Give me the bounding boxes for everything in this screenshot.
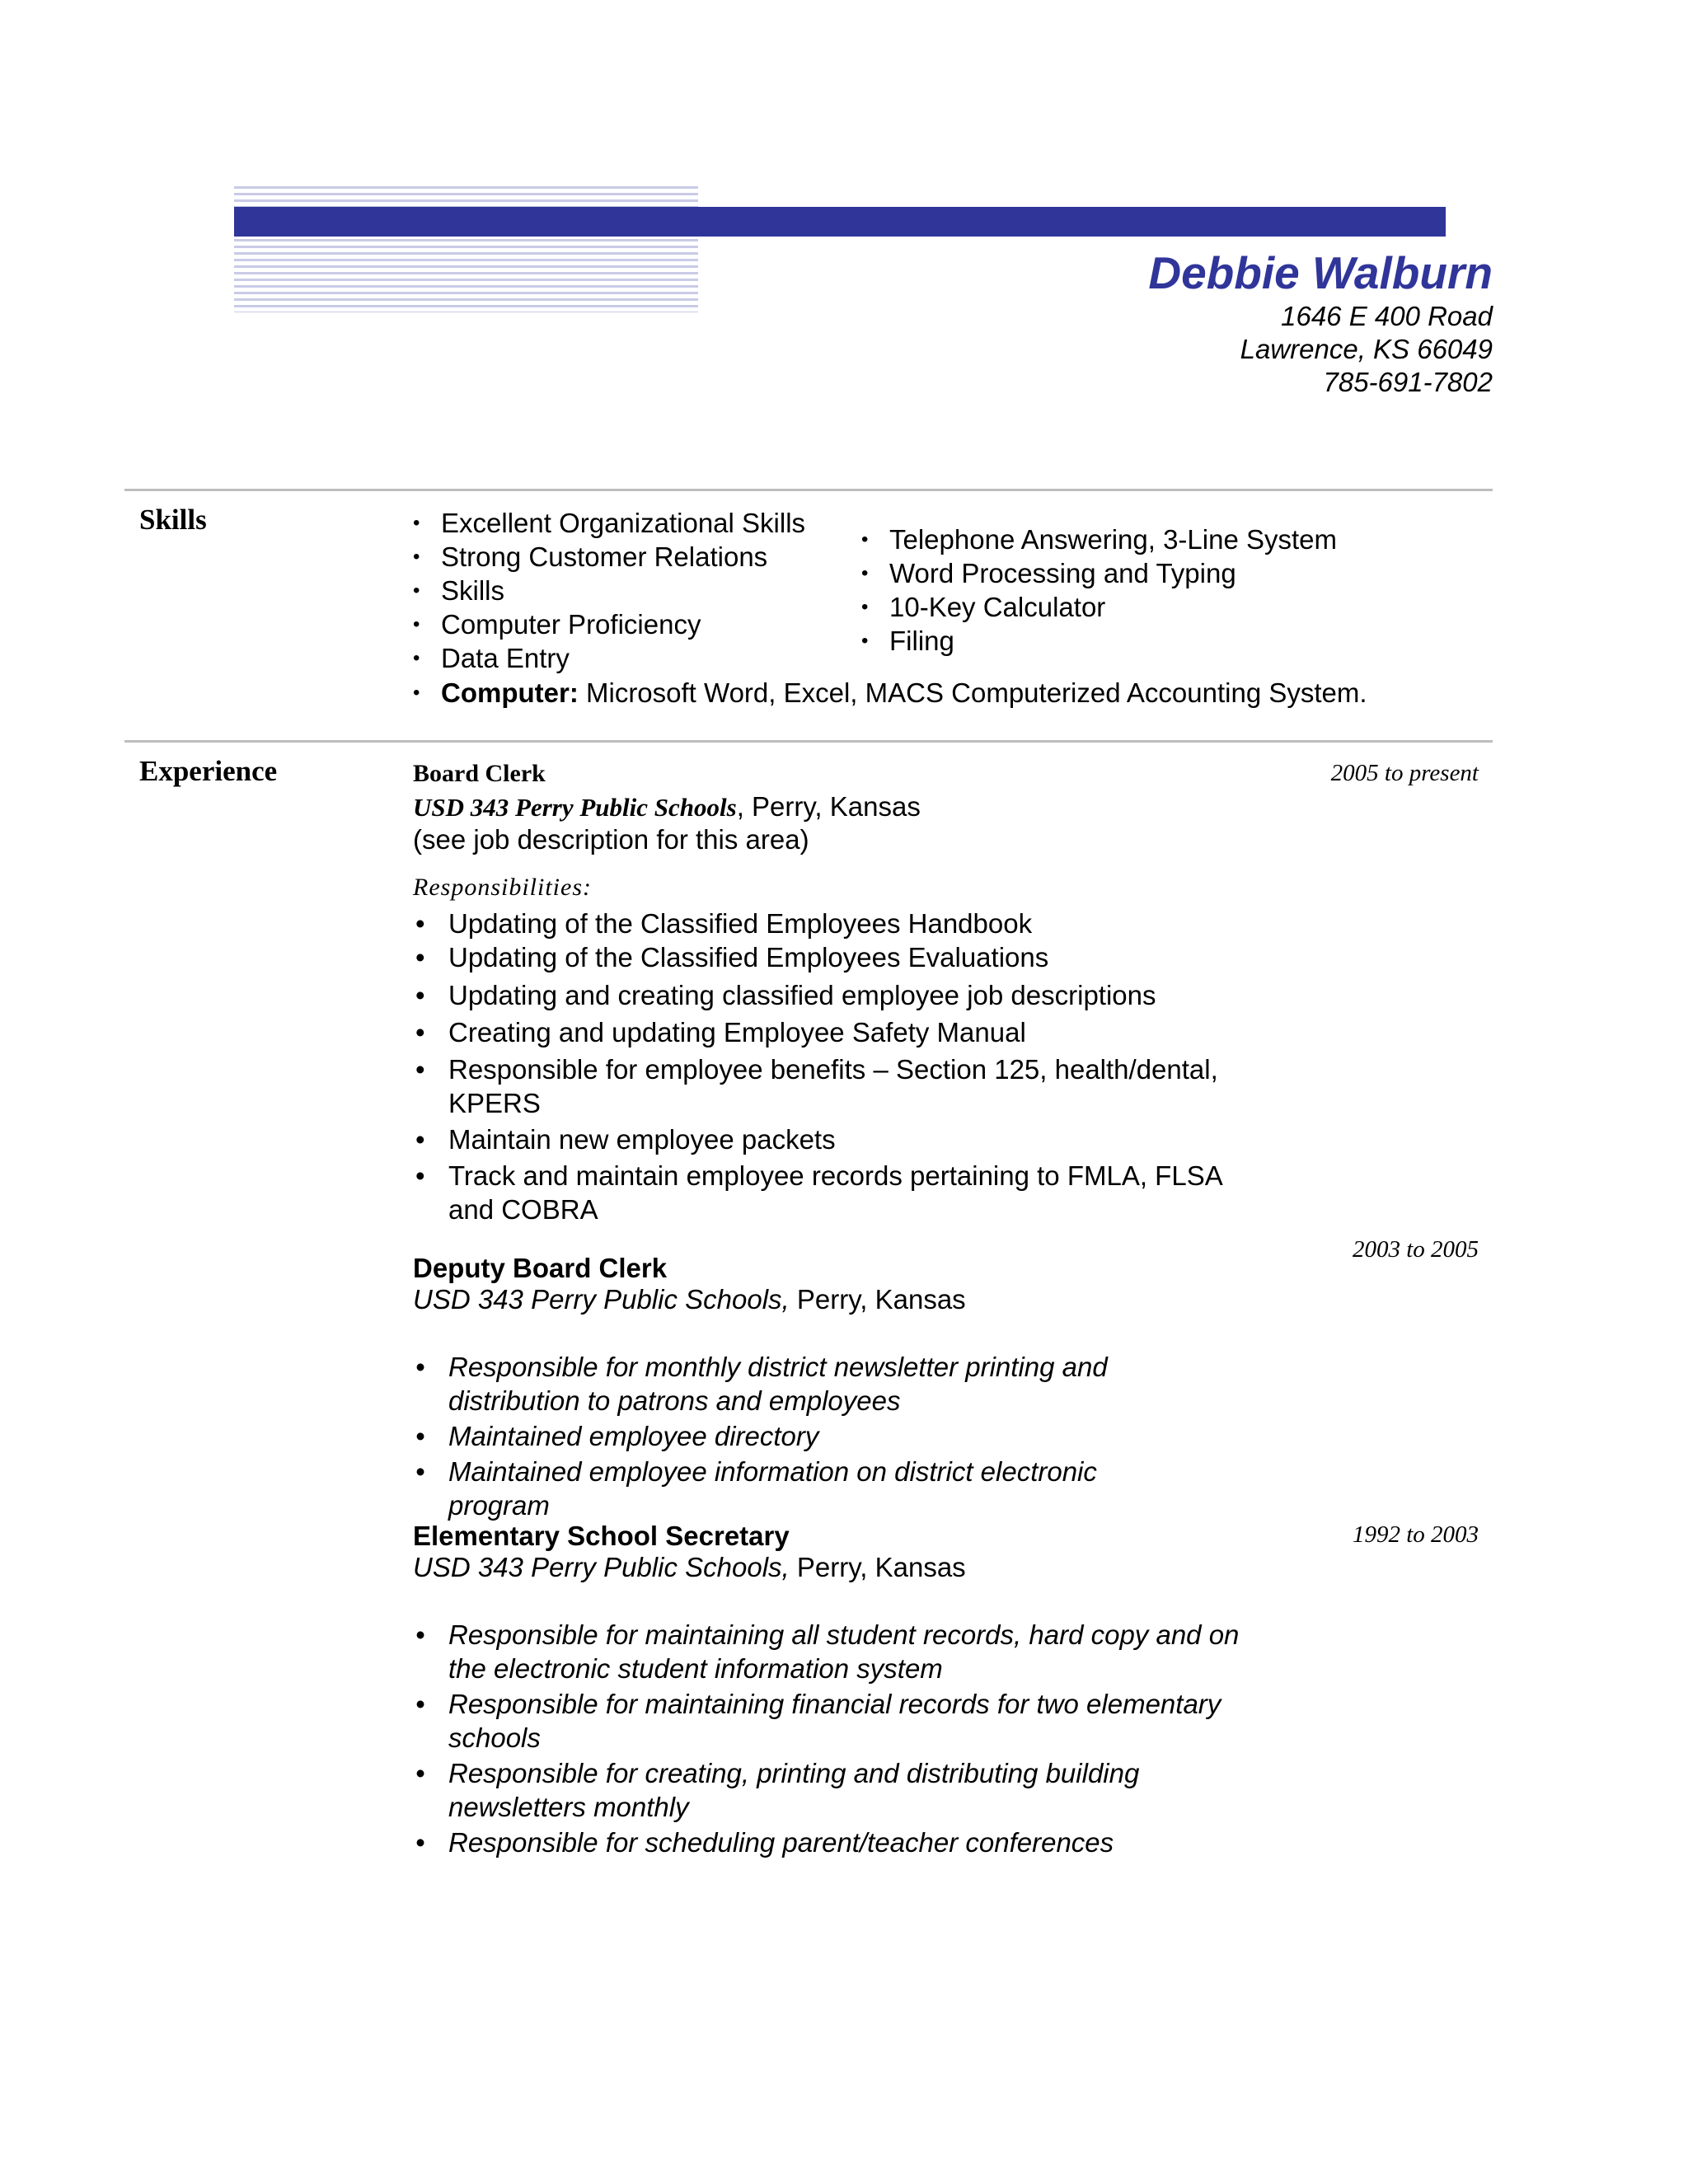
employer-location: , Perry, Kansas (736, 791, 921, 822)
job-bullets (413, 1350, 1155, 1522)
job-bullet: • Track and maintain employee records pertaining to FMLA, FLSA and COBRA (413, 1159, 1240, 1226)
job-bullet: • Maintained employee information on district electronic program (413, 1455, 1155, 1522)
computer-skills-list (413, 676, 1484, 710)
job-bullets (413, 1618, 1270, 1859)
experience-heading: Experience (139, 755, 278, 787)
employer-location: Perry, Kansas (789, 1552, 966, 1582)
job-dates: 2003 to 2005 (1352, 1236, 1479, 1263)
skills-list-right (861, 523, 1438, 658)
job-dates: 2005 to present (1330, 760, 1479, 786)
computer-skills-text: Microsoft Word, Excel, MACS Computerized Accounting System. (578, 677, 1367, 708)
skill-item-continuation-text: Skills (441, 575, 505, 606)
job-bullet: • Updating of the Classified Employees Evaluations (413, 940, 1254, 974)
job-bullet: • Maintain new employee packets (413, 1122, 1254, 1156)
skills-list-left (413, 506, 842, 675)
skill-item: • 10-Key Calculator (861, 590, 1438, 624)
skill-item: • Data Entry (413, 641, 842, 675)
job-employer (413, 1284, 966, 1315)
job-bullet: • Updating of the Classified Employees Handbook (413, 907, 1254, 940)
job-bullet: • Responsible for scheduling parent/teacher conferences (413, 1825, 1270, 1859)
skill-item: • Excellent Organizational Skills (413, 506, 842, 540)
job-bullet: • Updating and creating classified employee job descriptions (413, 978, 1254, 1012)
job-bullet: • Maintained employee directory (413, 1419, 1155, 1453)
header-accent-bar (234, 207, 1446, 237)
employer-name: USD 343 Perry Public Schools, (413, 1552, 790, 1582)
skills-heading: Skills (139, 504, 207, 536)
employer-name: USD 343 Perry Public Schools, (413, 1284, 790, 1315)
skill-item: • Telephone Answering, 3-Line System (861, 523, 1438, 556)
experience-divider (124, 740, 1493, 743)
job-bullet: • Responsible for maintaining financial records for two elementary schools (413, 1687, 1270, 1755)
job-dates: 1992 to 2003 (1352, 1521, 1479, 1548)
computer-skills-item (413, 676, 1484, 710)
computer-skills-label: Computer: (441, 677, 579, 708)
address-line-2: Lawrence, KS 66049 (1240, 334, 1493, 364)
responsibilities-label: Responsibilities: (413, 874, 592, 901)
job-employer (413, 791, 921, 823)
skill-item: • Computer Proficiency (413, 607, 842, 641)
job-title: Deputy Board Clerk (413, 1253, 668, 1283)
skill-item: • Filing (861, 624, 1438, 658)
phone-number: 785-691-7802 (1323, 367, 1493, 397)
skill-item: • Word Processing and Typing (861, 556, 1438, 590)
job-title: Board Clerk (413, 760, 546, 787)
address-line-1: 1646 E 400 Road (1281, 301, 1493, 331)
skills-divider (124, 489, 1493, 491)
contact-block (1148, 246, 1493, 399)
employer-location: Perry, Kansas (789, 1284, 966, 1315)
header-stripes-decoration (234, 186, 698, 312)
job-bullet: • Responsible for maintaining all student records, hard copy and on the electronic student information system (413, 1618, 1270, 1685)
job-bullets (413, 907, 1254, 1226)
job-bullet: • Responsible for monthly district newsletter printing and distribution to patrons and employees (413, 1350, 1155, 1418)
job-employer (413, 1552, 966, 1583)
employer-name: USD 343 Perry Public Schools (413, 793, 737, 822)
job-bullet: • Creating and updating Employee Safety Manual (413, 1015, 1254, 1049)
applicant-name: Debbie Walburn (1148, 247, 1493, 298)
job-bullet: • Responsible for employee benefits – Section 125, health/dental, KPERS (413, 1052, 1231, 1120)
job-bullet: • Responsible for creating, printing and distributing building newsletters monthly (413, 1756, 1270, 1824)
skill-item: • Strong Customer Relations (413, 540, 842, 574)
job-title: Elementary School Secretary (413, 1521, 790, 1551)
job-note: (see job description for this area) (413, 824, 809, 855)
skill-item-continuation (413, 574, 842, 607)
